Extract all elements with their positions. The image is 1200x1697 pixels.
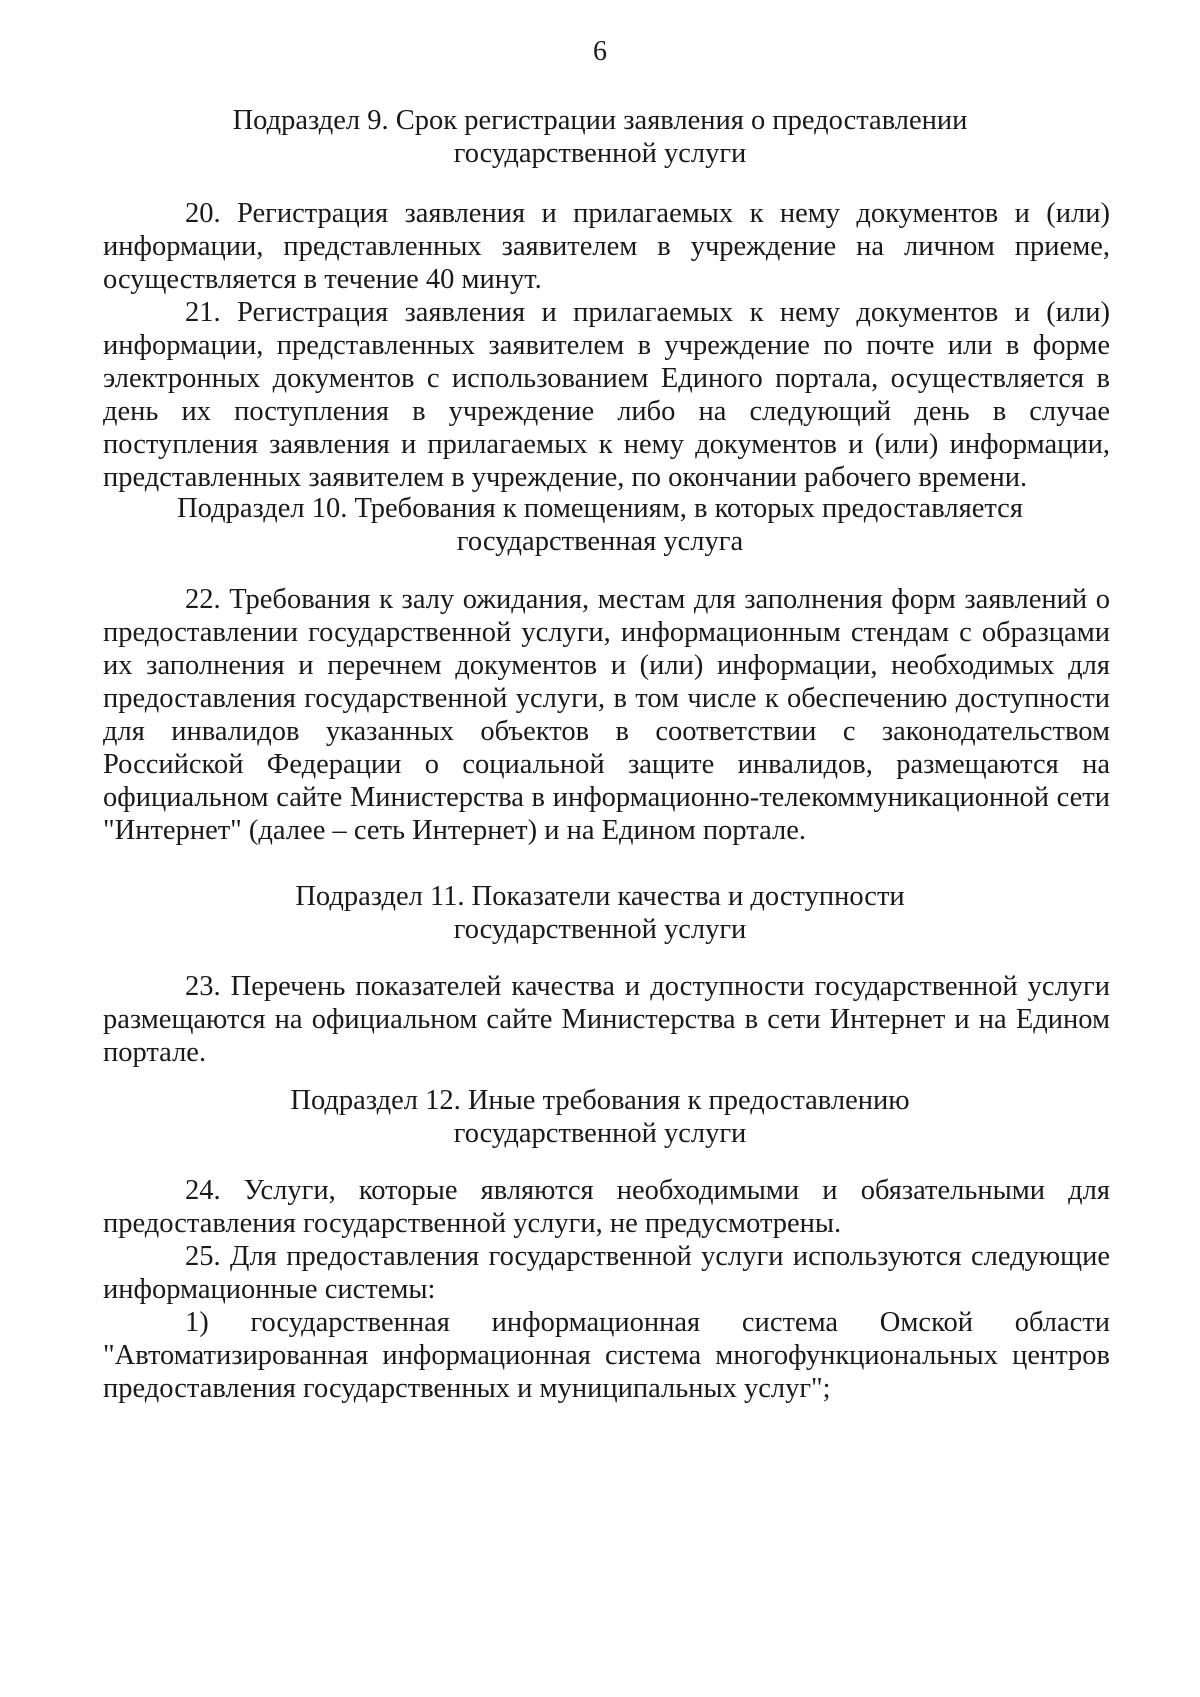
paragraph-20: 20. Регистрация заявления и прилагаемых к нему документов и (или) информации, представленных заявителем в учреждение на личном приеме, осуществляется в течение 40 минут.: [103, 198, 1110, 295]
section-heading-line: государственной услуги: [453, 1118, 747, 1149]
paragraph-22: 22. Требования к залу ожидания, местам для заполнения форм заявлений о предоставлении государственной услуги, информационным стендам с образцами их заполнения и перечнем документов и (или) информации, необходимых для предоставления государственной услуги, в том числе к обеспечению доступности для инвалидов указанных объектов в соответствии с законодательством Российской Федерации о социальной защите инвалидов, размещаются на официальном сайте Министерства в информационно-телекоммуникационной сети "Интернет" (далее – сеть Интернет) и на Едином портале.: [103, 584, 1110, 846]
section-heading-10: [160, 492, 1040, 558]
section-heading-line: Подраздел 11. Показатели качества и доступности: [295, 881, 905, 912]
section-heading-12: [160, 1084, 1040, 1150]
section-heading-line: Подраздел 9. Срок регистрации заявления о предоставлении: [232, 105, 968, 136]
list-item-1: 1) государственная информационная система Омской области "Автоматизированная информационная система многофункциональных центров предоставления государственных и муниципальных услуг";: [103, 1307, 1110, 1404]
section-heading-line: государственной услуги: [453, 914, 747, 945]
paragraph-23: 23. Перечень показателей качества и доступности государственной услуги размещаются на официальном сайте Министерства в сети Интернет и на Едином портале.: [103, 971, 1110, 1068]
section-heading-line: Подраздел 12. Иные требования к предоставлению: [290, 1085, 910, 1116]
paragraph-25: 25. Для предоставления государственной услуги используются следующие информационные системы:: [103, 1241, 1110, 1305]
page-number: 6: [593, 36, 607, 67]
section-heading-line: государственной услуги: [453, 138, 747, 169]
section-heading-line: Подраздел 10. Требования к помещениям, в которых предоставляется: [177, 493, 1023, 524]
paragraph-21: 21. Регистрация заявления и прилагаемых к нему документов и (или) информации, представленных заявителем в учреждение по почте или в форме электронных документов с использованием Единого портала, осуществляется в день их поступления в учреждение либо на следующий день в случае поступления заявления и прилагаемых к нему документов и (или) информации, представленных заявителем в учреждение, по окончании рабочего времени.: [103, 297, 1110, 493]
section-heading-11: [160, 880, 1040, 946]
section-heading-9: [160, 104, 1040, 170]
paragraph-24: 24. Услуги, которые являются необходимыми и обязательными для предоставления государственной услуги, не предусмотрены.: [103, 1175, 1110, 1239]
section-heading-line: государственная услуга: [456, 526, 744, 557]
